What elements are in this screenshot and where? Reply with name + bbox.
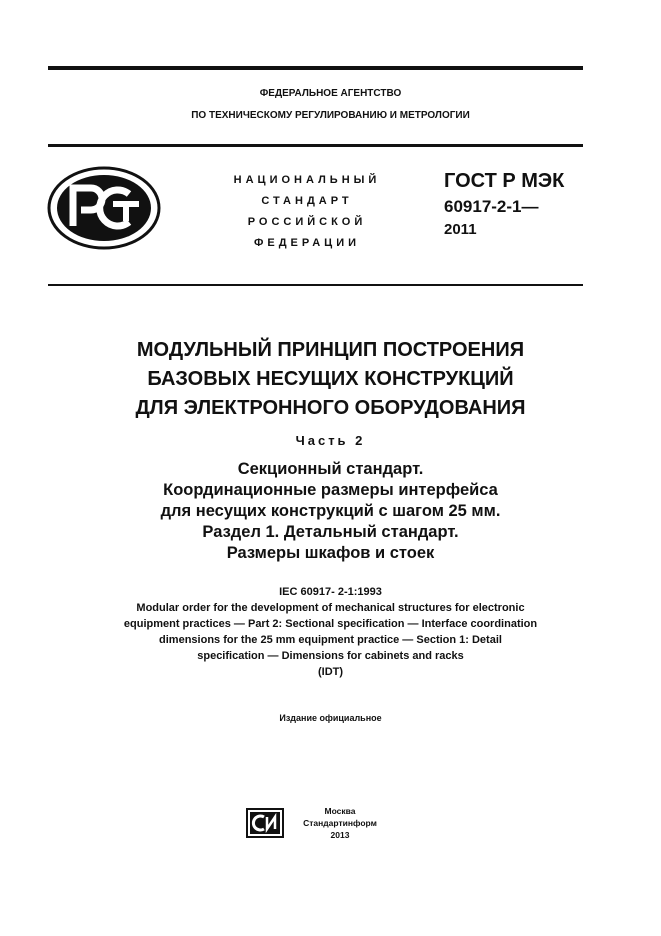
title-line: БАЗОВЫХ НЕСУЩИХ КОНСТРУКЦИЙ [147, 368, 514, 390]
document-title [0, 336, 661, 423]
agency-name-line2: ПО ТЕХНИЧЕСКОМУ РЕГУЛИРОВАНИЮ И МЕТРОЛОГИИ [191, 110, 470, 121]
publisher-info [290, 805, 390, 841]
designation-line1: ГОСТ Р МЭК [444, 170, 565, 192]
iec-line: (IDT) [317, 666, 344, 678]
document-subtitle [0, 459, 661, 564]
header-rule [48, 144, 583, 147]
gost-r-emblem-icon [47, 166, 161, 250]
subtitle-line: Координационные размеры интерфейса [163, 481, 498, 499]
designation-line2: 60917-2-1— [444, 197, 539, 216]
part-label: Часть 2 [295, 433, 366, 448]
subtitle-line: для несущих конструкций с шагом 25 мм. [160, 502, 501, 520]
iec-line: dimensions for the 25 mm equipment practice — Section 1: Detail [159, 634, 502, 646]
publisher-year: 2013 [330, 830, 350, 840]
edition-label: Издание официальное [279, 713, 382, 723]
standartinform-logo-icon [246, 808, 284, 838]
title-line: МОДУЛЬНЫЙ ПРИНЦИП ПОСТРОЕНИЯ [136, 339, 525, 361]
iec-line: Modular order for the development of mechanical structures for electronic [136, 602, 525, 614]
title-line: ДЛЯ ЭЛЕКТРОННОГО ОБОРУДОВАНИЯ [135, 397, 526, 419]
national-standard-line: НАЦИОНАЛЬНЫЙ [233, 174, 381, 186]
national-standard-line: СТАНДАРТ [261, 195, 353, 207]
national-standard-line: ФЕДЕРАЦИИ [253, 237, 361, 249]
top-rule [48, 66, 583, 70]
iec-reference [0, 584, 661, 680]
standard-designation [444, 168, 564, 240]
agency-name-line1: ФЕДЕРАЛЬНОЕ АГЕНТСТВО [259, 88, 402, 99]
national-standard-line: РОССИЙСКОЙ [247, 216, 367, 228]
publisher-city: Москва [324, 806, 356, 816]
national-standard-label [212, 170, 402, 254]
subtitle-line: Размеры шкафов и стоек [226, 544, 435, 562]
subtitle-line: Секционный стандарт. [237, 460, 424, 478]
iec-line: IEC 60917- 2-1:1993 [279, 586, 382, 598]
section-rule [48, 284, 583, 286]
publisher-name: Стандартинформ [303, 818, 377, 828]
designation-line3: 2011 [444, 221, 477, 238]
iec-line: equipment practices — Part 2: Sectional specification — Interface coordination [123, 618, 538, 630]
subtitle-line: Раздел 1. Детальный стандарт. [202, 523, 459, 541]
iec-line: specification — Dimensions for cabinets and racks [197, 650, 464, 662]
